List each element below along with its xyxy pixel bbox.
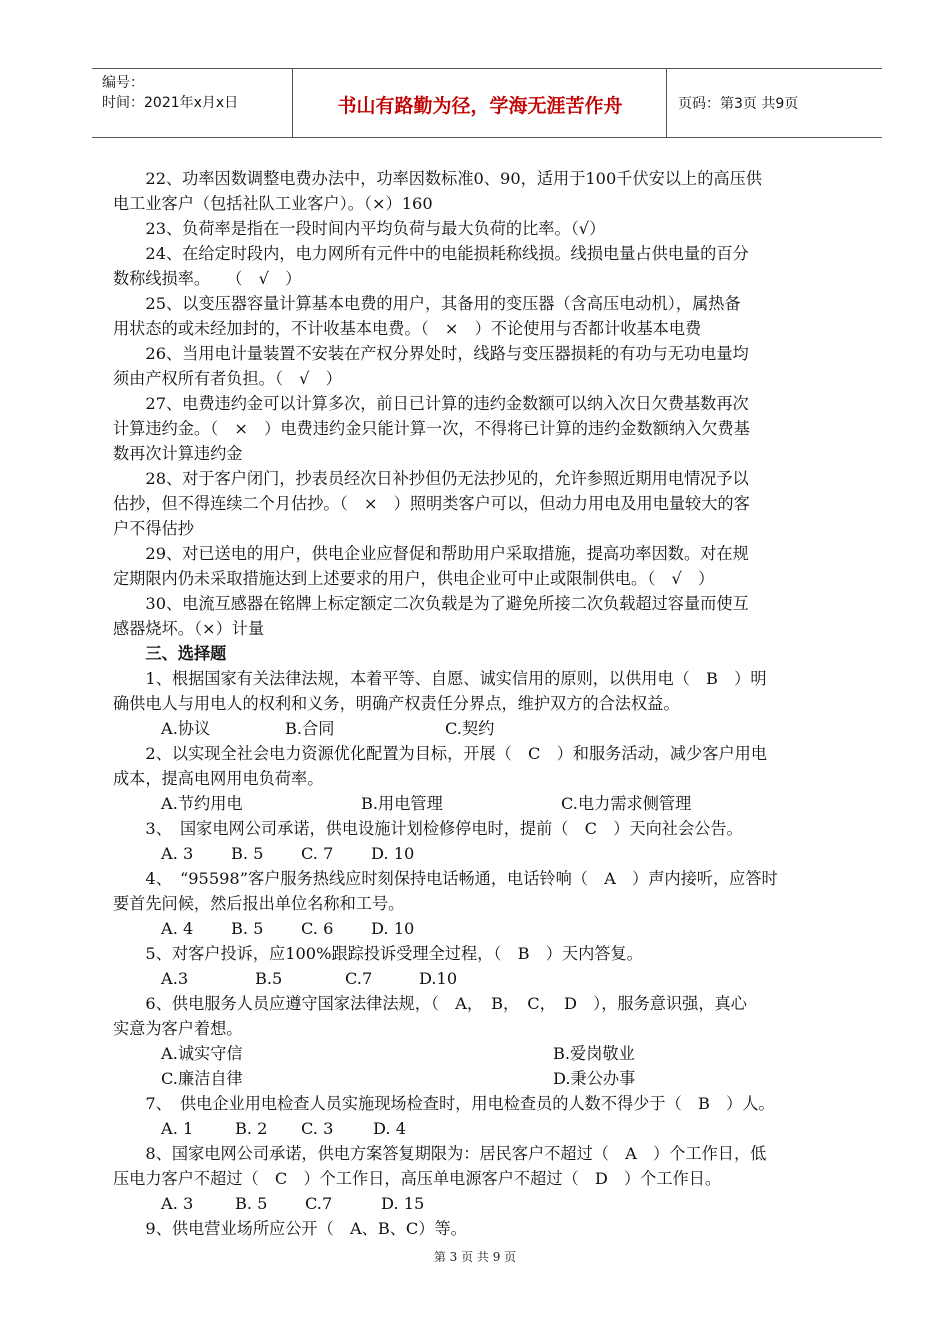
question-options — [113, 791, 863, 816]
option: A.协议 — [161, 719, 211, 738]
text-line: 24、在给定时段内，电力网所有元件中的电能损耗称线损。线损电量占供电量的百分 — [145, 244, 749, 263]
question-line: 8、国家电网公司承诺，供电方案答复期限为：居民客户不超过（ A ）个工作日，低 — [145, 1144, 767, 1163]
text-line: 估抄，但不得连续二个月估抄。（ × ）照明类客户可以，但动力用电及用电量较大的客 — [113, 494, 750, 513]
header-meta — [102, 73, 238, 113]
option: D. 10 — [371, 919, 415, 938]
option: C.7 — [305, 1194, 333, 1213]
header-divider — [292, 69, 293, 137]
option: A.节约用电 — [161, 794, 243, 813]
text-line: 计算违约金。（ × ）电费违约金只能计算一次，不得将已计算的违约金数额纳入欠费基 — [113, 419, 750, 438]
option: B.爱岗敬业 — [553, 1044, 635, 1063]
question-line: 2、以实现全社会电力资源优化配置为目标，开展（ C ）和服务活动，减少客户用电 — [145, 744, 768, 763]
option: C.7 — [345, 969, 373, 988]
question-line: 实意为客户着想。 — [113, 1019, 243, 1038]
text-line: 30、电流互感器在铭牌上标定额定二次负载是为了避免所接二次负载超过容量而使互 — [145, 594, 749, 613]
header-motto: 书山有路勤为径，学海无涯苦作舟 — [337, 95, 623, 117]
question-line: 压电力客户不超过（ C ）个工作日，高压单电源客户不超过（ D ）个工作日。 — [113, 1169, 722, 1188]
option: A. 4 — [161, 919, 194, 938]
question-line: 确供电人与用电人的权利和义务，明确产权责任分界点，维护双方的合法权益。 — [113, 694, 680, 713]
option: B. 5 — [231, 919, 264, 938]
section-title: 三、选择题 — [145, 644, 227, 663]
text-line: 须由产权所有者负担。（ √ ） — [113, 369, 342, 388]
option: C.电力需求侧管理 — [561, 794, 692, 813]
text-line: 27、电费违约金可以计算多次，前日已计算的违约金数额可以纳入次日欠费基数再次 — [145, 394, 749, 413]
question-options — [113, 916, 863, 941]
option: B. 2 — [235, 1119, 268, 1138]
header-page-info: 页码：第3页 共9页 — [678, 96, 799, 112]
doc-number-label: 编号： — [102, 75, 144, 91]
text-line: 29、对已送电的用户，供电企业应督促和帮助用户采取措施，提高功率因数。对在规 — [145, 544, 749, 563]
text-line: 电工业客户（包括社队工业客户）。（×）160 — [113, 194, 433, 213]
option: B. 5 — [235, 1194, 268, 1213]
question-line: 5、对客户投诉，应100%跟踪投诉受理全过程，（ B ）天内答复。 — [145, 944, 643, 963]
header-divider — [666, 69, 667, 137]
text-line: 数称线损率。 （ √ ） — [113, 269, 302, 288]
option: B.用电管理 — [361, 794, 443, 813]
question-line: 7、 供电企业用电检查人员实施现场检查时，用电检查员的人数不得少于（ B ）人。 — [145, 1094, 775, 1113]
text-line: 25、以变压器容量计算基本电费的用户，其备用的变压器（含高压电动机），属热备 — [145, 294, 741, 313]
text-line: 22、功率因数调整电费办法中，功率因数标准0、90，适用于100千伏安以上的高压供 — [145, 169, 762, 188]
option: D.10 — [419, 969, 458, 988]
option: D.秉公办事 — [553, 1069, 636, 1088]
text-line: 感器烧坏。（×）计量 — [113, 619, 265, 638]
option: B.5 — [255, 969, 283, 988]
text-line: 用状态的或未经加封的，不计收基本电费。（ × ）不论使用与否都计收基本电费 — [113, 319, 702, 338]
page-header — [92, 68, 882, 138]
option: A. 3 — [161, 1194, 194, 1213]
text-line: 26、当用电计量装置不安装在产权分界处时，线路与变压器损耗的有功与无功电量均 — [145, 344, 749, 363]
text-line: 数再次计算违约金 — [113, 444, 243, 463]
question-options — [113, 1041, 863, 1066]
option: C. 3 — [301, 1119, 334, 1138]
option: C.廉洁自律 — [161, 1069, 243, 1088]
option: B. 5 — [231, 844, 264, 863]
question-line: 9、供电营业场所应公开（ A、B、C）等。 — [145, 1219, 467, 1238]
text-line: 定期限内仍未采取措施达到上述要求的用户，供电企业可中止或限制供电。（ √ ） — [113, 569, 715, 588]
text-line: 23、负荷率是指在一段时间内平均负荷与最大负荷的比率。（√） — [145, 219, 606, 238]
doc-date: 时间：2021年x月x日 — [102, 95, 239, 111]
question-options — [113, 1066, 863, 1091]
document-body — [113, 166, 863, 1241]
option: D. 10 — [371, 844, 415, 863]
question-line: 成本，提高电网用电负荷率。 — [113, 769, 324, 788]
option: C. 6 — [301, 919, 334, 938]
question-options — [113, 1191, 863, 1216]
option: A.3 — [161, 969, 189, 988]
page-footer: 第 3 页 共 9 页 — [433, 1250, 517, 1264]
option: A. 1 — [161, 1119, 194, 1138]
option: D. 15 — [381, 1194, 425, 1213]
question-options — [113, 1116, 863, 1141]
question-options — [113, 966, 863, 991]
option: A.诚实守信 — [161, 1044, 243, 1063]
option: D. 4 — [373, 1119, 406, 1138]
question-line: 6、供电服务人员应遵守国家法律法规，（ A， B， C， D ），服务意识强，真心 — [145, 994, 747, 1013]
question-line: 4、 “95598”客户服务热线应时刻保持电话畅通，电话铃响（ A ）声内接听，应答时 — [145, 869, 778, 888]
option: C. 7 — [301, 844, 334, 863]
question-options — [113, 716, 863, 741]
question-line: 要首先问候，然后报出单位名称和工号。 — [113, 894, 405, 913]
question-line: 3、 国家电网公司承诺，供电设施计划检修停电时，提前（ C ）天向社会公告。 — [145, 819, 743, 838]
text-line: 28、对于客户闭门，抄表员经次日补抄但仍无法抄见的，允许参照近期用电情况予以 — [145, 469, 749, 488]
option: A. 3 — [161, 844, 194, 863]
option: C.契约 — [445, 719, 495, 738]
option: B.合同 — [285, 719, 335, 738]
question-options — [113, 841, 863, 866]
question-line: 1、根据国家有关法律法规，本着平等、自愿、诚实信用的原则，以供用电（ B ）明 — [145, 669, 767, 688]
text-line: 户不得估抄 — [113, 519, 194, 538]
